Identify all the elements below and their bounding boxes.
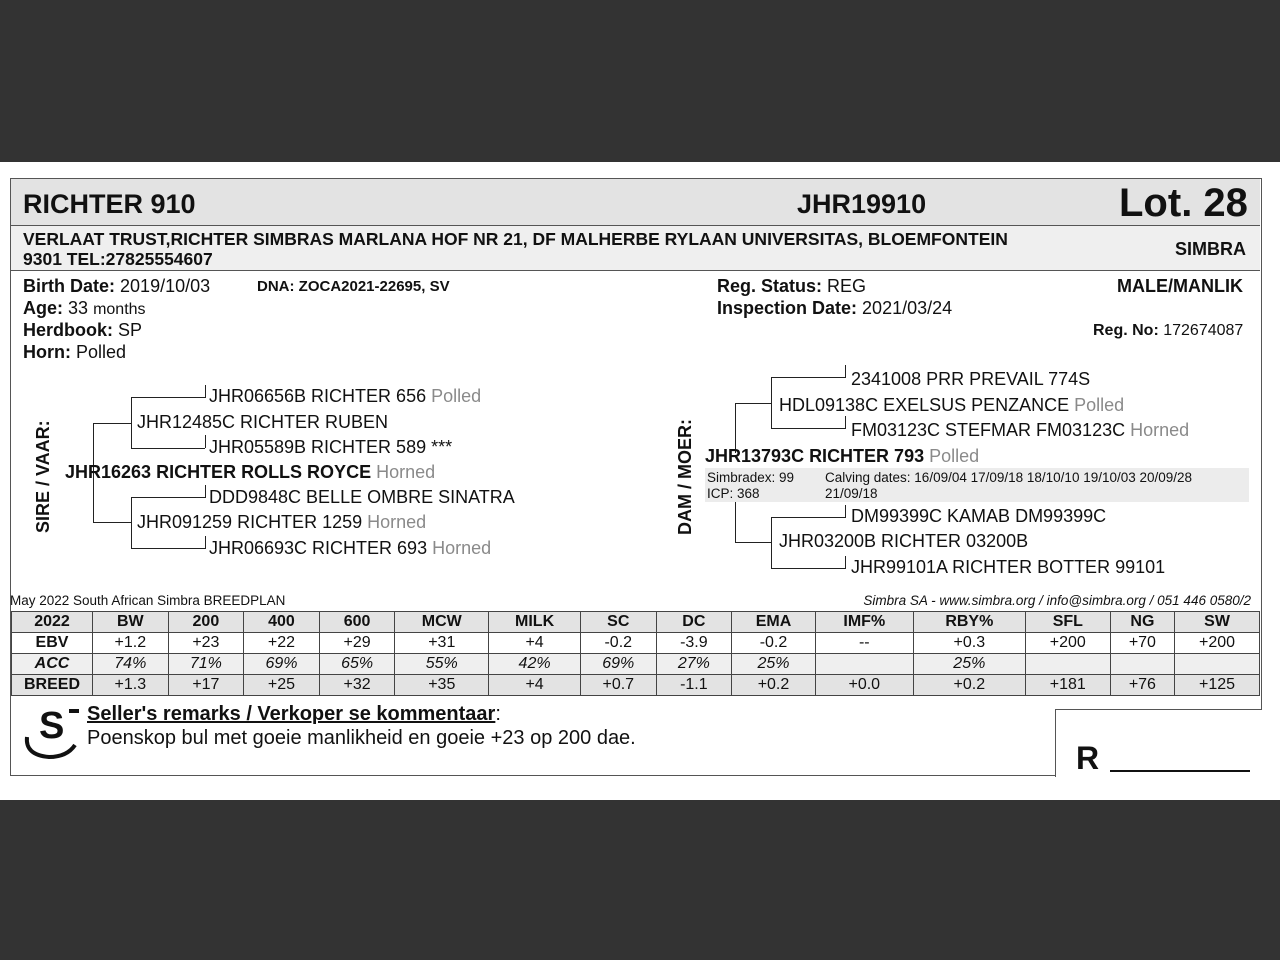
tree-line [131,497,205,498]
ebv-cell: MCW [395,612,489,633]
dam-dam: JHR03200B RICHTER 03200B [779,531,1029,551]
tree-line [845,505,846,518]
ebv-cell: +200 [1175,633,1260,654]
tree-line [771,517,772,568]
ebv-cell: +31 [395,633,489,654]
dam-dam-sire: DM99399C KAMAB DM99399C [851,506,1107,526]
reg-status: Reg. Status: REG [717,276,867,296]
inspection-date: Inspection Date: 2021/03/24 [717,298,953,318]
ebv-row-label: ACC [12,654,93,675]
owner-line-2: 9301 TEL:27825554607 [23,249,213,269]
logo-letter: S [39,705,65,747]
acc-row [12,654,1260,675]
tree-line [93,423,131,424]
ebv-cell: EMA [732,612,816,633]
catalog-sheet [0,162,1280,800]
calving-dates: Calving dates: 16/09/04 17/09/18 18/10/10 19/10/03 20/09/28 [825,470,1193,485]
ebv-cell: +125 [1175,675,1260,696]
ebv-cell: +23 [168,633,244,654]
tree-line [131,448,205,449]
dam-performance-box [705,468,1249,502]
ebv-cell: 55% [395,654,489,675]
dam-sire: HDL09138C EXELSUS PENZANCE Polled [779,395,1125,415]
tree-line [771,568,845,569]
ebv-cell: SW [1175,612,1260,633]
sire-dam-dam: JHR06693C RICHTER 693 Horned [209,538,492,558]
ebv-cell: +25 [244,675,320,696]
tree-line [771,377,772,428]
ebv-cell: 600 [319,612,395,633]
price-box [1055,709,1262,777]
ebv-cell: SC [580,612,656,633]
simbra-logo [19,703,83,763]
ebv-row-label: 2022 [12,612,93,633]
ebv-cell: MILK [489,612,581,633]
ebv-header-row [12,612,1260,633]
header-bar [11,179,1260,226]
tree-line [771,428,845,429]
ebv-cell: 27% [656,654,732,675]
ebv-cell: -- [815,633,913,654]
tree-line [205,536,206,549]
breedplan-note: May 2022 South African Simbra BREEDPLAN [10,593,286,608]
sire-sire: JHR12485C RICHTER RUBEN [137,412,389,432]
icp: ICP: 368 [707,486,760,501]
ebv-cell: +4 [489,675,581,696]
dam-dam-dam: JHR99101A RICHTER BOTTER 99101 [851,557,1166,577]
ebv-cell: +1.2 [93,633,169,654]
dam-side-label: DAM / MOER: [675,419,695,535]
tree-line [735,502,736,542]
ebv-cell: -0.2 [732,633,816,654]
ebv-cell: +17 [168,675,244,696]
ebv-cell [1025,654,1110,675]
animal-name: RICHTER 910 [23,189,196,219]
ebv-row [12,633,1260,654]
association-contact: Simbra SA - www.simbra.org / info@simbra.org / 051 446 0580/2 [863,593,1251,608]
reg-number: Reg. No: 172674087 [1093,322,1244,339]
animal-id: JHR19910 [797,189,927,219]
ebv-cell: +200 [1025,633,1110,654]
age: Age: 33 months [23,298,146,318]
ebv-cell: IMF% [815,612,913,633]
ebv-cell [1110,654,1174,675]
tree-line [131,397,132,448]
dam-name: JHR13793C RICHTER 793 Polled [705,446,980,466]
ebv-cell: +32 [319,675,395,696]
tree-line [771,377,845,378]
remarks-heading: Seller's remarks / Verkoper se kommentaar: [87,703,501,725]
ebv-cell: +0.2 [913,675,1025,696]
ebv-cell: +0.7 [580,675,656,696]
sire-dam-sire: DDD9848C BELLE OMBRE SINATRA [209,487,515,507]
sire-sire-dam: JHR05589B RICHTER 589 *** [209,437,453,457]
breed-row [12,675,1260,696]
tree-line [845,416,846,429]
ebv-cell: SFL [1025,612,1110,633]
ebv-table [11,611,1260,696]
ebv-cell: 74% [93,654,169,675]
dam-sire-sire: 2341008 PRR PREVAIL 774S [851,369,1091,389]
tree-line [205,435,206,448]
owner-bar [11,226,1260,271]
remarks-text: Poenskop bul met goeie manlikheid en goeie +23 op 200 dae. [87,727,636,749]
ebv-cell: 42% [489,654,581,675]
tree-line [131,548,205,549]
sire-name: JHR16263 RICHTER ROLLS ROYCE Horned [65,462,436,482]
lot-card [10,178,1262,776]
tree-line [131,397,205,398]
price-line[interactable] [1110,770,1250,772]
ebv-cell: DC [656,612,732,633]
ebv-cell: -3.9 [656,633,732,654]
calving-dates-cont: 21/09/18 [825,486,878,501]
sex: MALE/MANLIK [1117,276,1243,296]
sire-sire-sire: JHR06656B RICHTER 656 Polled [209,386,482,406]
ebv-cell: +181 [1025,675,1110,696]
owner-line-1: VERLAAT TRUST,RICHTER SIMBRAS MARLANA HOF NR 21, DF MALHERBE RYLAAN UNIVERSITAS, BLOEMFONTEIN [23,229,1008,249]
ebv-cell: +29 [319,633,395,654]
ebv-row-label: EBV [12,633,93,654]
tree-line [93,522,131,523]
tree-line [771,517,845,518]
ebv-cell: +0.3 [913,633,1025,654]
tree-line [205,485,206,498]
ebv-cell: 400 [244,612,320,633]
tree-line [735,542,771,543]
ebv-cell: 65% [319,654,395,675]
herdbook: Herdbook: SP [23,320,143,340]
horn-status: Horn: Polled [23,342,127,362]
ebv-cell: BW [93,612,169,633]
ebv-cell: +76 [1110,675,1174,696]
ebv-cell: 69% [244,654,320,675]
ebv-row-label: BREED [12,675,93,696]
sire-dam: JHR091259 RICHTER 1259 Horned [137,512,427,532]
ebv-cell: 25% [913,654,1025,675]
dam-sire-dam: FM03123C STEFMAR FM03123C Horned [851,420,1190,440]
ebv-cell: +0.2 [732,675,816,696]
tree-line [845,556,846,569]
ebv-cell: +70 [1110,633,1174,654]
ebv-cell: 69% [580,654,656,675]
ebv-cell: +35 [395,675,489,696]
simbradex: Simbradex: 99 [707,470,795,485]
breed-name: SIMBRA [1175,239,1246,259]
ebv-cell: +1.3 [93,675,169,696]
ebv-cell [1175,654,1260,675]
tree-line [845,365,846,378]
tree-line [205,385,206,398]
ebv-cell [815,654,913,675]
ebv-cell: +22 [244,633,320,654]
ebv-cell: +0.0 [815,675,913,696]
sire-side-label: SIRE / VAAR: [33,420,53,533]
ebv-cell: 25% [732,654,816,675]
dna-info: DNA: ZOCA2021-22695, SV [257,278,450,295]
lot-number: Lot. 28 [1119,181,1248,225]
ebv-cell: 71% [168,654,244,675]
ebv-cell: -0.2 [580,633,656,654]
ebv-cell: RBY% [913,612,1025,633]
ebv-cell: -1.1 [656,675,732,696]
ebv-cell: 200 [168,612,244,633]
price-label: R [1076,740,1100,776]
birth-date: Birth Date: 2019/10/03 [23,276,211,296]
ebv-cell: +4 [489,633,581,654]
ebv-cell: NG [1110,612,1174,633]
tree-line [131,497,132,548]
tree-line [735,403,771,404]
